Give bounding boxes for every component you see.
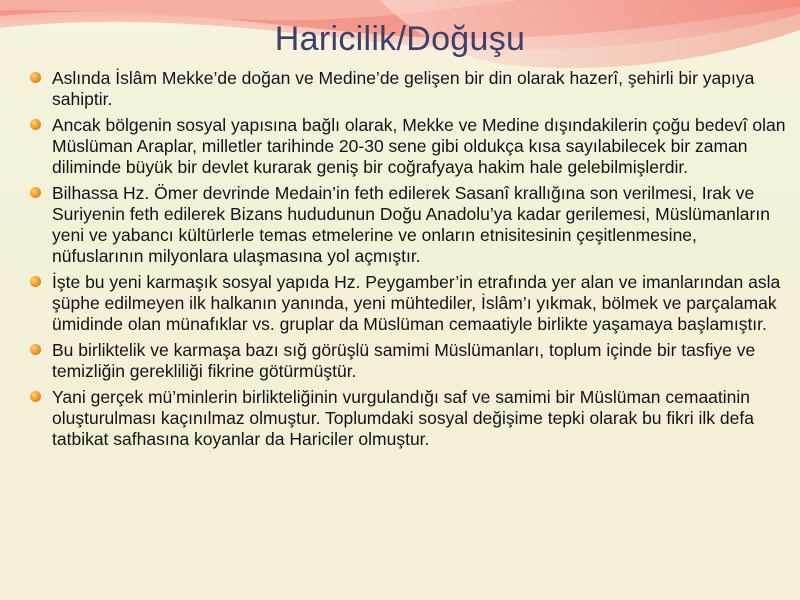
bullet-text: Bilhassa Hz. Ömer devrinde Medain’in feth edilerek Sasanî krallığına son verilmesi, Irak ve Suriyenin feth edilerek Bizans hududunun Doğu Anadolu’ya kadar gerilemesi, Müslümanların yeni ve yabancı kültürlerle temas etmelerine ve onların etnisitesinin çeşitlenmesine, nüfuslarının milyonlara ulaşmasına yol açmıştır. xyxy=(52,183,770,266)
bullet-text: Ancak bölgenin sosyal yapısına bağlı olarak, Mekke ve Medine dışındakilerin çoğu bedevî olan Müslüman Araplar, milletler tarihinde 20-30 sene gibi oldukça kısa sayılabilecek bir zaman diliminde büyük bir devlet kurarak geniş bir coğrafyaya hakim hale gelebilmişlerdir. xyxy=(52,115,786,177)
bullet-list xyxy=(30,68,792,455)
bullet-text: Yani gerçek mü’minlerin birlikteliğinin vurgulandığı saf ve samimi bir Müslüman cemaatinin oluşturulması kaçınılmaz olmuştur. Toplumdaki sosyal değişime tepki olarak bu fikri ilk defa tatbikat safhasına koyanlar da Hariciler olmuştur. xyxy=(52,387,754,449)
orange-bullet-icon xyxy=(30,72,41,83)
bullet-item xyxy=(30,387,792,450)
bullet-text: Bu birliktelik ve karmaşa bazı sığ görüşlü samimi Müslümanları, toplum içinde bir tasfiye ve temizliğin gerekliliği fikrine götürmüştür. xyxy=(52,340,756,381)
bullet-item xyxy=(30,272,792,335)
orange-bullet-icon xyxy=(30,391,41,402)
orange-bullet-icon xyxy=(30,119,41,130)
orange-bullet-icon xyxy=(30,187,41,198)
bullet-item xyxy=(30,183,792,267)
orange-bullet-icon xyxy=(30,276,41,287)
bullet-text: Aslında İslâm Mekke’de doğan ve Medine’de gelişen bir din olarak hazerî, şehirli bir yapıya sahiptir. xyxy=(52,68,755,109)
bullet-item xyxy=(30,115,792,178)
orange-bullet-icon xyxy=(30,344,41,355)
bullet-item xyxy=(30,68,792,110)
slide-title: Haricilik/Doğuşu xyxy=(274,20,526,58)
bullet-text: İşte bu yeni karmaşık sosyal yapıda Hz. Peygamber’in etrafında yer alan ve imanlarından asla şüphe edilmeyen ilk halkanın yanında, yeni mühtediler, İslâm’ı yıkmak, bölmek ve parçalamak ümidinde olan münafıklar vs. gruplar da Müslüman cemaatiyle birlikte yaşamaya başlamıştır. xyxy=(52,272,781,334)
bullet-item xyxy=(30,340,792,382)
